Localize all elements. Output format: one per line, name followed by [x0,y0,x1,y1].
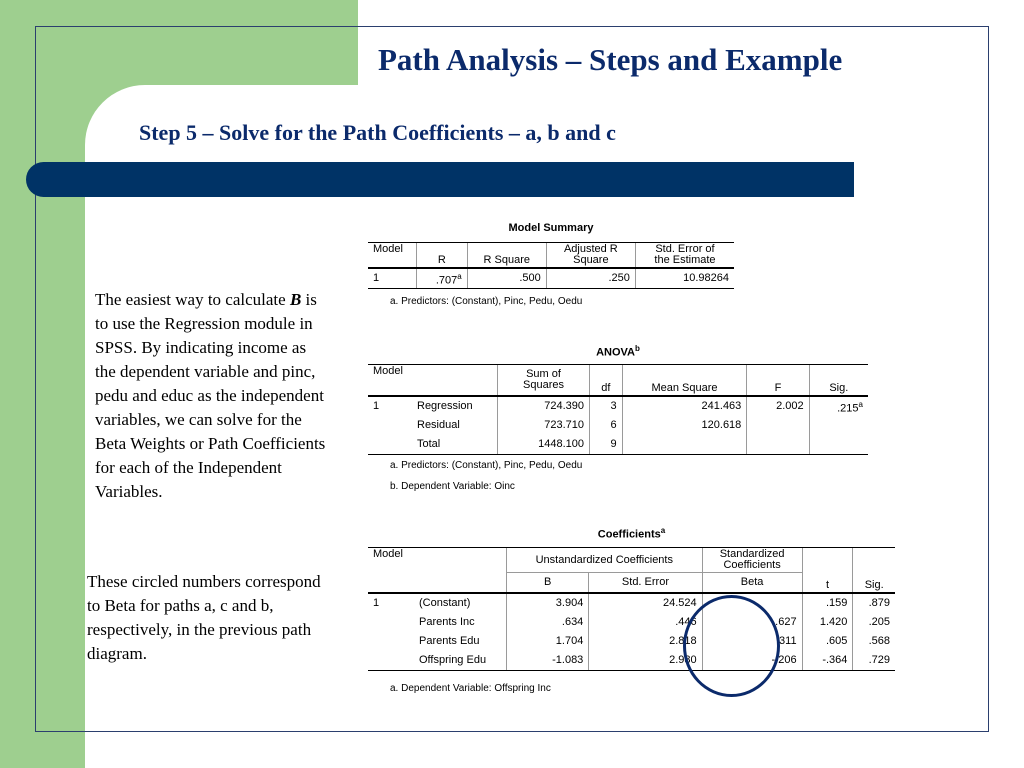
coef-row-b: 3.904 [507,593,589,613]
explanation-line1: The easiest way to calculate [95,290,286,309]
coef-row-t: -.364 [802,651,853,671]
anova-hdr-ss [498,365,590,397]
ms-hdr-stderr-1: Std. Error of [655,243,715,255]
coef-row-label: (Constant) [414,593,507,613]
anova-row-f: 2.002 [747,396,809,416]
anova-row-label: Regression [412,396,498,416]
ms-hdr-rsq: R Square [467,243,546,269]
anova-title-sup: b [635,344,640,353]
anova-title [368,344,868,359]
coef-row-label: Parents Edu [419,635,480,647]
coef-row-label: Offspring Edu [414,651,507,671]
ms-hdr-r: R [417,243,468,269]
anova-row-ms-empty [622,435,747,455]
ms-r-value: .707 [435,274,458,287]
coef-model-empty [368,632,414,651]
anova-hdr-f: F [747,365,809,397]
anova-row-label: Total [412,435,498,455]
anova-row-sig-empty [809,435,868,455]
coef-row-b: -1.083 [507,651,589,671]
explanation-paragraph [95,288,330,504]
coefficients-title-text: Coefficients [597,528,661,541]
coef-footnote-a: a. Dependent Variable: Offspring Inc [390,683,551,694]
coef-hdr-std-1: Standardized [719,548,785,560]
beta-highlight-circle [683,595,780,697]
ms-adjrsq: .250 [546,268,635,289]
coefficients-title [368,526,895,541]
coef-row-sig: .729 [853,651,895,671]
anova-row-ms: 241.463 [622,396,747,416]
ms-model: 1 [368,268,417,289]
ms-hdr-adjrsq-2: Square [573,254,609,266]
coef-row-beta: -.206 [702,651,802,671]
anova-row-ss: 724.390 [498,396,590,416]
ms-hdr-stderr [635,243,734,269]
header-bar [26,162,854,197]
anova-row-sig-sup: a [858,399,863,409]
coefficients-title-sup: a [660,526,666,535]
anova-model-empty [368,416,412,435]
ms-stderr: 10.98264 [635,268,734,289]
coef-row-se: 2.818 [589,632,702,651]
anova-hdr-ms: Mean Square [622,365,747,397]
coef-model: 1 [368,593,414,613]
explanation-bold-b: B [289,290,302,309]
anova-row-ss: 1448.100 [498,435,590,455]
coef-row-beta: .627 [702,613,802,632]
anova-row-sig-empty [809,416,868,435]
ms-r [417,268,468,289]
coef-hdr-std [702,548,802,573]
anova-model: 1 [368,396,412,416]
ms-rsq: .500 [467,268,546,289]
anova-model-empty [368,435,412,455]
model-summary-title: Model Summary [508,222,594,234]
coef-row-b: 1.704 [507,632,589,651]
anova-row-df: 6 [590,416,623,435]
coef-hdr-se: Std. Error [589,573,702,594]
coef-hdr-t: t [802,548,853,594]
anova-row-label: Residual [417,419,460,431]
circled-note-paragraph: These circled numbers correspond to Beta for paths a, c and b, respectively, in the previous path diagram. [87,572,321,663]
coef-row-t: .605 [802,632,853,651]
anova-row-f-empty [747,435,809,455]
coef-model-empty [368,651,414,671]
anova-row-df: 9 [590,435,623,455]
coef-row-se: 24.524 [589,593,702,613]
coef-hdr-std-2: Coefficients [723,559,781,571]
coef-row-sig: .879 [853,593,895,613]
coef-hdr-unstd: Unstandardized Coefficients [507,548,703,573]
anova-row-f-empty [747,416,809,435]
coef-row-sig: .205 [853,613,895,632]
coef-hdr-b: B [507,573,589,594]
coef-hdr-model: Model [368,548,507,594]
anova-row-ms: 120.618 [622,416,747,435]
coef-row-se: .446 [589,613,702,632]
anova-row-ss: 723.710 [498,416,590,435]
coef-row-se: 2.980 [589,651,702,671]
coef-row-label: Parents Inc [419,616,475,628]
slide-subtitle: Step 5 – Solve for the Path Coefficients – a, b and c [139,120,616,145]
anova-hdr-sig: Sig. [809,365,868,397]
ms-hdr-adjrsq [546,243,635,269]
anova-row-sig-value: .215 [837,402,859,415]
ms-hdr-stderr-2: the Estimate [654,254,716,266]
coef-row-sig: .568 [853,632,895,651]
anova-hdr-ss-2: Squares [523,379,564,391]
anova-hdr-ss-1: Sum of [526,368,561,380]
coef-row-t: .159 [802,593,853,613]
anova-row-df: 3 [590,396,623,416]
anova-footnote-b: b. Dependent Variable: Oinc [390,481,515,492]
coef-row-beta: .311 [702,632,802,651]
coef-row-b: .634 [507,613,589,632]
explanation-rest: is to use the Regression module in SPSS. By indicating income as the dependent variable and pinc, pedu and educ as the independent variables, we can solve for the Beta Weights or Path Coefficients for each of the Independent Variables. [95,290,326,501]
anova-hdr-model: Model [368,365,498,397]
ms-hdr-adjrsq-1: Adjusted R [563,243,618,255]
coef-model-empty [368,613,414,632]
anova-title-text: ANOVA [596,346,636,359]
ms-hdr-model: Model [368,243,417,269]
coefficients-table [368,547,895,671]
slide-title: Path Analysis – Steps and Example [378,42,843,77]
coef-hdr-sig: Sig. [853,548,895,594]
anova-hdr-df: df [590,365,623,397]
anova-row-sig [809,396,868,416]
model-summary-table [368,242,734,289]
ms-footnote-a: a. Predictors: (Constant), Pinc, Pedu, Oedu [390,296,583,307]
coef-hdr-beta: Beta [702,573,802,594]
ms-r-sup: a [457,271,462,281]
anova-footnote-a: a. Predictors: (Constant), Pinc, Pedu, Oedu [390,460,583,471]
anova-table [368,364,868,455]
coef-row-t: 1.420 [802,613,853,632]
